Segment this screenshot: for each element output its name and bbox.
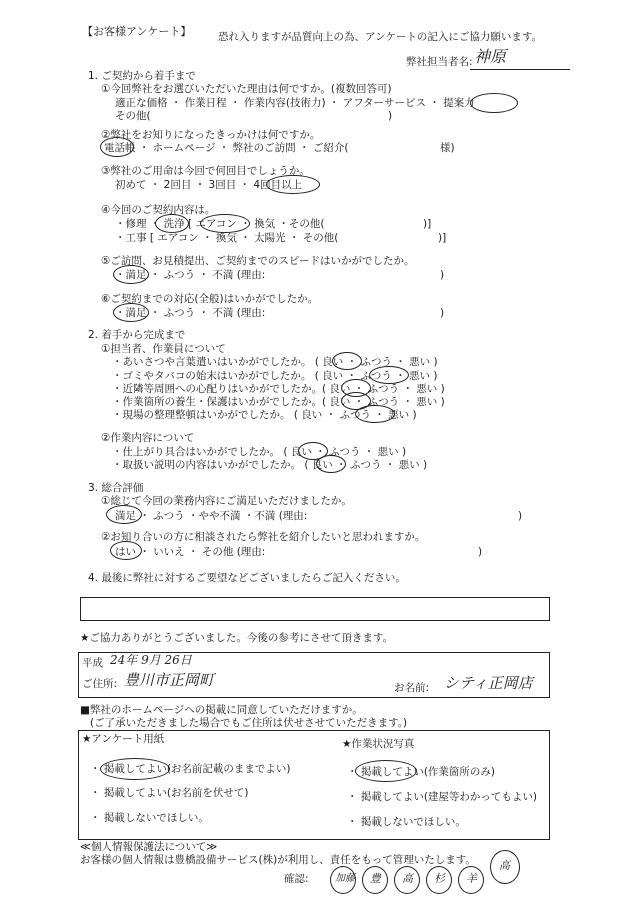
form-title: 【お客様アンケート】 [82,25,192,38]
confirm-stamp-4: 杉 [426,866,452,894]
s3-q1-options[interactable]: 満足 ・ ふつう ・やや不満 ・不満 (理由: [115,510,308,522]
consent-right-title: ★作業状況写真 [342,738,415,750]
s1-q1-other[interactable]: その他( [115,110,151,122]
s3-q1-close: ) [518,510,523,522]
s2-q1-item[interactable]: ・ゴミやタバコの始末はいかがでしたか。 ( 良い ・ ふつう ・ 悪い ) [112,370,438,382]
s3-q2-close: ) [478,546,483,558]
circle-mark-trash-ok [369,366,409,384]
consent-note: (ご了承いただきました場合でもご住所は伏せさせていただきます。) [90,717,408,729]
section4-heading: 4. 最後に弊社に対するご要望などございましたらご記入ください。 [88,572,406,584]
date-label: 平成 [82,657,103,669]
s1-q2-suffix: 様) [440,142,455,154]
s1-q2-options[interactable]: 電話帳 ・ ホームページ ・ 弊社のご訪問 ・ ご紹介( [104,142,349,154]
s1-q2-question: ②弊社をお知りになったきっかけは何ですか。 [101,129,321,141]
s2-q1-item[interactable]: ・あいさつや言葉遣いはいかがでしたか。 ( 良い ・ ふつう ・ 悪い ) [112,356,438,368]
name-value-handwritten[interactable]: シティ正岡店 [444,674,533,692]
s2-q2-item[interactable]: ・仕上がり具合はいかがでしたか。 ( 良い ・ ふつう ・ 悪い ) [112,446,407,458]
s2-q1-item[interactable]: ・作業箇所の養生・保護はいかがでしたか。( 良い ・ ふつう ・ 悪い ) [112,396,445,408]
s1-q1-close: ) [388,110,393,122]
confirm-stamp-1: 加藤 [330,866,356,894]
consent-left-option[interactable]: ・ 掲載してよい(お名前記載のままでよい) [90,763,291,775]
staff-name-underline [470,69,570,70]
confirm-stamp-6: 高 [490,850,520,884]
consent-question: ■弊社のホームページへの掲載に同意していただけますか。 [80,704,363,716]
circle-mark-satisfied-service [113,303,149,322]
circle-mark-publish-photos [355,760,417,782]
s1-q1-question: ①今回弊社をお選びいただいた理由は何ですか。(複数回答可) [101,83,392,95]
address-label: ご住所: [82,678,118,690]
circle-mark-tidy-ok [355,405,395,423]
staff-name-handwritten[interactable]: 神原 [474,47,507,66]
s1-q6-options[interactable]: ・満足 ・ ふつう ・ 不満 (理由: [115,307,266,319]
section3-heading: 3. 総合評価 [88,482,144,494]
s1-q4-repair-line[interactable]: ・修理 ・ 洗浄 [ エアコン ・ 換気 ・その他( [115,218,325,230]
circle-mark-overall-satisfied [106,505,142,524]
s1-q6-question: ⑥ご契約までの対応(全般)はいかがでしたか。 [101,293,319,305]
s1-q5-question: ⑤ご訪問、お見積提出、ご契約までのスピードはいかがでしたか。 [101,255,415,267]
s1-q3-options[interactable]: 初めて ・ 2回目 ・ 3回目 ・ 4回目以上 [115,179,303,191]
thanks-message: ★ご協力ありがとうございました。今後の参考にさせて頂きます。 [80,632,394,644]
consent-left-option[interactable]: ・ 掲載しないでほしい。 [90,812,209,824]
s3-q1-question: ①総じて今回の業務内容にご満足いただけましたか。 [101,495,352,507]
s2-q1-item[interactable]: ・現場の整理整頓はいかがでしたか。 ( 良い ・ ふつう ・ 悪い ) [112,409,417,421]
confirm-stamp-2: 豊 [362,866,388,894]
s1-q6-close: ) [440,307,445,319]
circle-mark-phonebook [100,137,134,157]
confirm-label: 確認: [284,873,309,885]
circle-mark-publish-with-name [100,758,170,780]
consent-left-option[interactable]: ・ 掲載してよい(お名前を伏せて) [90,787,249,799]
staff-label: 弊社担当者名: [406,56,473,68]
s2-q1-item[interactable]: ・近隣等周囲への心配りはいかがでしたか。( 良い ・ ふつう ・ 悪い ) [112,383,445,395]
s1-q3-question: ③弊社のご用命は今回で何回目でしょうか。 [101,165,310,177]
s1-q4-construction-line[interactable]: ・工事 [ エアコン ・ 換気 ・ 太陽光 ・ その他( [115,232,339,244]
privacy-text: お客様の個人情報は豊橋設備サービス(株)が利用し、責任をもって管理いたします。 [80,854,476,866]
section1-heading: 1. ご契約から着手まで [88,70,196,82]
s1-q1-options[interactable]: 適正な価格 ・ 作業日程 ・ 作業内容(技術力) ・ アフターサービス ・ 提案力 [115,97,475,109]
circle-mark-yes [110,541,142,560]
confirm-stamp-3: 高 [394,866,420,894]
address-value-handwritten[interactable]: 豊川市正岡町 [124,671,215,689]
circle-mark-satisfied-speed [113,265,149,284]
name-label: お名前: [394,682,430,694]
s2-q2-item[interactable]: ・取扱い説明の内容はいかがでしたか。 ( 良い ・ ふつう ・ 悪い ) [112,459,428,471]
s2-q1-question: ①担当者、作業員について [101,343,226,355]
s1-q4-construction-close: )] [438,232,447,244]
s2-q2-question: ②作業内容について [101,432,195,444]
circle-mark-aircon [200,214,250,233]
consent-right-option[interactable]: ・ 掲載しないでほしい。 [347,816,466,828]
privacy-heading: ≪個人情報保護法について≫ [80,841,218,853]
s1-q5-close: ) [440,269,445,281]
intro-text: 恐れ入りますが品質向上の為、アンケートの記入にご協力願います。 [218,31,543,43]
consent-left-title: ★アンケート用紙 [82,733,165,745]
s3-q2-options[interactable]: はい ・ いいえ ・ その他 (理由: [115,546,266,558]
comments-box[interactable] [80,597,550,621]
circle-mark-greeting-good [332,352,362,370]
s1-q4-repair-close: )] [423,218,432,230]
circle-mark-4th-time [266,175,320,194]
confirm-stamp-5: 羊 [458,866,484,894]
consent-right-option[interactable]: ・ 掲載してよい(作業箇所のみ) [347,766,496,778]
s3-q2-question: ②お知り合いの方に相談されたら弊社を紹介したいと思われますか。 [101,531,426,543]
section2-heading: 2. 着手から完成まで [88,329,186,341]
circle-mark-explanation-good [316,455,346,473]
consent-right-option[interactable]: ・ 掲載してよい(建屋等わかってもよい) [347,791,538,803]
date-value-handwritten[interactable]: 24年 9月 26日 [110,653,192,667]
circle-mark-wash [155,214,189,233]
s1-q4-question: ④今回のご契約内容は。 [101,204,216,216]
circle-mark-proposal [470,93,518,113]
s1-q5-options[interactable]: ・満足 ・ ふつう ・ 不満 (理由: [115,269,266,281]
